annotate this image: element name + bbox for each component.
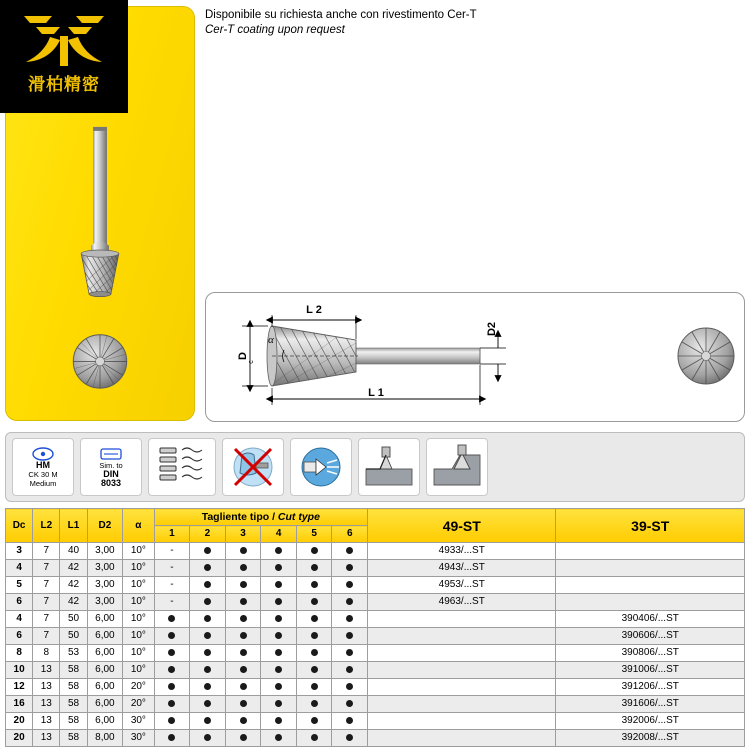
din-number-label: 8033 xyxy=(100,477,122,488)
cell-code-49st xyxy=(368,628,556,645)
cut-available-dot xyxy=(311,598,318,605)
cell-code-49st xyxy=(368,696,556,713)
cut-available-dot xyxy=(240,700,247,707)
din-label: DIN xyxy=(103,468,119,479)
cell-code-49st: 4943/...ST xyxy=(368,560,556,577)
table-row xyxy=(6,577,745,594)
cell-cut-5 xyxy=(296,594,332,611)
svg-text:D2: D2 xyxy=(486,321,498,337)
cell-cut-6 xyxy=(332,662,368,679)
cell-l1: 42 xyxy=(60,594,87,611)
technical-drawing-panel xyxy=(205,292,745,422)
cell-cut-2 xyxy=(190,594,226,611)
cut-available-dot xyxy=(275,700,282,707)
cell-cut-6 xyxy=(332,713,368,730)
header-alpha: α xyxy=(123,509,154,543)
svg-text:α: α xyxy=(268,334,274,346)
cut-available-dot xyxy=(168,700,175,707)
cell-alpha: 20° xyxy=(123,696,154,713)
cell-cut-4 xyxy=(261,611,297,628)
table-row xyxy=(6,713,745,730)
cut-available-dot xyxy=(311,632,318,639)
cell-d2: 8,00 xyxy=(87,730,123,747)
cell-l2: 13 xyxy=(33,730,60,747)
cell-dc: 6 xyxy=(6,628,33,645)
cut-available-dot xyxy=(240,717,247,724)
cell-l2: 7 xyxy=(33,611,60,628)
dimension-diagram xyxy=(206,293,744,421)
cell-d2: 6,00 xyxy=(87,645,123,662)
cut-available-dot xyxy=(311,581,318,588)
cut-unavailable-dash: - xyxy=(170,596,174,607)
cell-l2: 7 xyxy=(33,577,60,594)
cell-code-49st: 4933/...ST xyxy=(368,543,556,560)
cut-available-dot xyxy=(204,683,211,690)
cell-cut-3 xyxy=(225,628,261,645)
cell-d2: 3,00 xyxy=(87,594,123,611)
cell-code-39st: 391006/...ST xyxy=(556,662,745,679)
cell-l1: 53 xyxy=(60,645,87,662)
cell-cut-2 xyxy=(190,628,226,645)
cell-cut-5 xyxy=(296,713,332,730)
cell-alpha: 10° xyxy=(123,628,154,645)
cut-available-dot xyxy=(240,632,247,639)
cell-cut-4 xyxy=(261,662,297,679)
company-logo xyxy=(0,0,128,113)
no-coolant-symbol-icon xyxy=(226,443,280,491)
cell-cut-6 xyxy=(332,594,368,611)
cell-dc: 4 xyxy=(6,560,33,577)
cut-available-dot xyxy=(204,581,211,588)
cell-d2: 3,00 xyxy=(87,577,123,594)
cut-available-dot xyxy=(311,564,318,571)
cell-cut-5 xyxy=(296,628,332,645)
cut-available-dot xyxy=(168,615,175,622)
cut-available-dot xyxy=(275,598,282,605)
table-row xyxy=(6,696,745,713)
table-row xyxy=(6,594,745,611)
cut-available-dot xyxy=(275,615,282,622)
cell-l2: 13 xyxy=(33,713,60,730)
cell-l2: 7 xyxy=(33,594,60,611)
cut-available-dot xyxy=(311,717,318,724)
header-cut-5: 5 xyxy=(296,526,332,543)
cell-cut-5 xyxy=(296,679,332,696)
cut-unavailable-dash: - xyxy=(170,562,174,573)
hm-grade-label: CK 30 M xyxy=(28,469,58,479)
note-line-it: Disponibile su richiesta anche con rivestimento Cer-T xyxy=(205,9,477,21)
cut-available-dot xyxy=(311,615,318,622)
cell-dc: 4 xyxy=(6,611,33,628)
cell-code-39st: 392008/...ST xyxy=(556,730,745,747)
cut-available-dot xyxy=(346,581,353,588)
cell-cut-4 xyxy=(261,543,297,560)
cut-available-dot xyxy=(204,717,211,724)
groove-operation-icon xyxy=(362,443,416,491)
hm-grade-icon xyxy=(12,438,74,496)
cut-available-dot xyxy=(204,700,211,707)
cell-dc: 5 xyxy=(6,577,33,594)
cut-unavailable-dash: - xyxy=(170,545,174,556)
cell-cut-3 xyxy=(225,645,261,662)
cell-code-49st: 4963/...ST xyxy=(368,594,556,611)
cut-available-dot xyxy=(275,632,282,639)
cut-available-dot xyxy=(240,564,247,571)
contour-operation-icon xyxy=(430,443,484,491)
cell-alpha: 10° xyxy=(123,662,154,679)
svg-text:c: c xyxy=(248,360,255,364)
cell-cut-6 xyxy=(332,696,368,713)
cell-cut-1 xyxy=(154,645,190,662)
cut-available-dot xyxy=(346,683,353,690)
cut-available-dot xyxy=(204,649,211,656)
cut-available-dot xyxy=(240,683,247,690)
cell-cut-3 xyxy=(225,696,261,713)
cell-l1: 58 xyxy=(60,730,87,747)
cell-l1: 58 xyxy=(60,662,87,679)
cut-available-dot xyxy=(346,632,353,639)
cell-cut-4 xyxy=(261,645,297,662)
cut-available-dot xyxy=(240,649,247,656)
standard-symbol-icon xyxy=(100,447,122,461)
cell-alpha: 10° xyxy=(123,594,154,611)
groove-machining-icon xyxy=(358,438,420,496)
cut-available-dot xyxy=(346,700,353,707)
cell-cut-4 xyxy=(261,713,297,730)
cut-available-dot xyxy=(311,666,318,673)
carbide-symbol-icon xyxy=(32,447,54,461)
cut-unavailable-dash: - xyxy=(170,579,174,590)
cell-code-49st xyxy=(368,611,556,628)
cell-code-39st xyxy=(556,543,745,560)
cell-code-49st xyxy=(368,679,556,696)
availability-note xyxy=(205,8,745,38)
cell-cut-1 xyxy=(154,577,190,594)
cut-available-dot xyxy=(346,547,353,554)
cell-d2: 3,00 xyxy=(87,560,123,577)
header-l2: L2 xyxy=(33,509,60,543)
cell-cut-6 xyxy=(332,628,368,645)
cut-available-dot xyxy=(240,547,247,554)
cut-available-dot xyxy=(275,649,282,656)
cell-cut-2 xyxy=(190,662,226,679)
cell-cut-1 xyxy=(154,679,190,696)
cell-cut-6 xyxy=(332,679,368,696)
cell-d2: 6,00 xyxy=(87,696,123,713)
cut-available-dot xyxy=(204,564,211,571)
cell-cut-5 xyxy=(296,662,332,679)
cell-cut-1 xyxy=(154,696,190,713)
cut-available-dot xyxy=(311,547,318,554)
cell-l1: 58 xyxy=(60,696,87,713)
cut-available-dot xyxy=(240,734,247,741)
cell-cut-4 xyxy=(261,730,297,747)
cell-cut-3 xyxy=(225,577,261,594)
cut-available-dot xyxy=(346,666,353,673)
svg-text:D: D xyxy=(237,352,249,360)
table-row xyxy=(6,560,745,577)
cell-d2: 6,00 xyxy=(87,713,123,730)
cell-alpha: 30° xyxy=(123,730,154,747)
cell-cut-2 xyxy=(190,696,226,713)
table-row xyxy=(6,628,745,645)
cell-cut-5 xyxy=(296,696,332,713)
cut-available-dot xyxy=(168,666,175,673)
cut-available-dot xyxy=(168,717,175,724)
company-logo-text: 滑柏精密 xyxy=(28,75,100,95)
cell-cut-5 xyxy=(296,730,332,747)
cut-available-dot xyxy=(240,666,247,673)
cut-available-dot xyxy=(275,666,282,673)
cell-cut-6 xyxy=(332,560,368,577)
cell-dc: 10 xyxy=(6,662,33,679)
cell-cut-6 xyxy=(332,543,368,560)
cut-available-dot xyxy=(168,649,175,656)
cut-available-dot xyxy=(311,683,318,690)
cell-l1: 50 xyxy=(60,628,87,645)
cell-cut-3 xyxy=(225,730,261,747)
cut-available-dot xyxy=(346,649,353,656)
cell-cut-3 xyxy=(225,662,261,679)
table-body xyxy=(6,543,745,747)
cut-available-dot xyxy=(275,564,282,571)
header-dc: Dc xyxy=(6,509,33,543)
cell-l1: 58 xyxy=(60,713,87,730)
cell-cut-6 xyxy=(332,611,368,628)
cut-available-dot xyxy=(275,547,282,554)
cut-available-dot xyxy=(346,734,353,741)
cut-available-dot xyxy=(346,564,353,571)
cut-available-dot xyxy=(168,683,175,690)
cell-cut-4 xyxy=(261,594,297,611)
cell-dc: 20 xyxy=(6,730,33,747)
cut-available-dot xyxy=(346,717,353,724)
hm-medium-label: Medium xyxy=(29,478,57,488)
table-row xyxy=(6,662,745,679)
header-l1: L1 xyxy=(60,509,87,543)
cell-alpha: 30° xyxy=(123,713,154,730)
cell-alpha: 10° xyxy=(123,577,154,594)
cell-code-49st xyxy=(368,713,556,730)
cut-available-dot xyxy=(311,649,318,656)
cell-cut-2 xyxy=(190,543,226,560)
cell-l2: 7 xyxy=(33,560,60,577)
cell-cut-3 xyxy=(225,679,261,696)
din-simto-label: Sim. to xyxy=(99,460,123,470)
cell-code-39st: 390606/...ST xyxy=(556,628,745,645)
cell-l2: 7 xyxy=(33,628,60,645)
cell-cut-3 xyxy=(225,560,261,577)
header-series-39st: 39-ST xyxy=(556,509,745,543)
header-cut-type xyxy=(154,509,367,526)
cell-code-39st: 390806/...ST xyxy=(556,645,745,662)
cell-code-39st: 391206/...ST xyxy=(556,679,745,696)
cell-cut-1 xyxy=(154,713,190,730)
cell-code-39st xyxy=(556,560,745,577)
cell-cut-5 xyxy=(296,560,332,577)
cell-d2: 6,00 xyxy=(87,662,123,679)
cut-available-dot xyxy=(346,615,353,622)
cell-cut-4 xyxy=(261,577,297,594)
cell-d2: 6,00 xyxy=(87,679,123,696)
dimension-table xyxy=(5,508,745,747)
cut-available-dot xyxy=(275,581,282,588)
cell-cut-5 xyxy=(296,577,332,594)
cell-code-39st xyxy=(556,594,745,611)
cell-cut-2 xyxy=(190,679,226,696)
cell-cut-2 xyxy=(190,730,226,747)
cell-dc: 6 xyxy=(6,594,33,611)
cut-available-dot xyxy=(204,598,211,605)
cut-available-dot xyxy=(168,734,175,741)
cell-l1: 42 xyxy=(60,560,87,577)
cell-cut-1 xyxy=(154,730,190,747)
cut-available-dot xyxy=(240,598,247,605)
cell-d2: 3,00 xyxy=(87,543,123,560)
cell-alpha: 10° xyxy=(123,543,154,560)
header-series-49st: 49-ST xyxy=(368,509,556,543)
cell-l2: 13 xyxy=(33,696,60,713)
cell-cut-1 xyxy=(154,611,190,628)
header-cut-2: 2 xyxy=(190,526,226,543)
cell-cut-2 xyxy=(190,611,226,628)
header-cut-4: 4 xyxy=(261,526,297,543)
table-row xyxy=(6,611,745,628)
cell-cut-4 xyxy=(261,628,297,645)
cell-alpha: 10° xyxy=(123,611,154,628)
cell-cut-2 xyxy=(190,560,226,577)
cell-d2: 6,00 xyxy=(87,628,123,645)
cut-available-dot xyxy=(204,547,211,554)
cell-l2: 13 xyxy=(33,679,60,696)
cut-available-dot xyxy=(346,598,353,605)
hm-label: HM xyxy=(36,459,50,470)
air-blast-icon xyxy=(290,438,352,496)
cell-cut-5 xyxy=(296,543,332,560)
cell-cut-2 xyxy=(190,713,226,730)
cell-cut-6 xyxy=(332,730,368,747)
cell-l1: 50 xyxy=(60,611,87,628)
cell-cut-1 xyxy=(154,594,190,611)
cell-code-39st: 391606/...ST xyxy=(556,696,745,713)
cell-cut-1 xyxy=(154,628,190,645)
cell-dc: 16 xyxy=(6,696,33,713)
cell-cut-1 xyxy=(154,662,190,679)
cell-cut-4 xyxy=(261,679,297,696)
table-row xyxy=(6,543,745,560)
cell-code-39st: 390406/...ST xyxy=(556,611,745,628)
cut-available-dot xyxy=(204,666,211,673)
header-cut-type-en: Cut type xyxy=(277,511,320,523)
cell-cut-1 xyxy=(154,560,190,577)
cut-available-dot xyxy=(168,632,175,639)
cell-dc: 8 xyxy=(6,645,33,662)
svg-text:L 1: L 1 xyxy=(368,387,384,399)
cell-dc: 20 xyxy=(6,713,33,730)
cell-cut-4 xyxy=(261,560,297,577)
header-d2: D2 xyxy=(87,509,123,543)
chip-forms-icon xyxy=(156,444,208,490)
cell-cut-1 xyxy=(154,543,190,560)
cut-available-dot xyxy=(311,734,318,741)
cut-available-dot xyxy=(275,683,282,690)
air-blast-symbol-icon xyxy=(294,443,348,491)
cell-cut-6 xyxy=(332,577,368,594)
cell-cut-3 xyxy=(225,543,261,560)
cell-l2: 8 xyxy=(33,645,60,662)
cell-code-49st: 4953/...ST xyxy=(368,577,556,594)
note-line-en: Cer-T coating upon request xyxy=(205,24,345,36)
table-row xyxy=(6,730,745,747)
cell-cut-3 xyxy=(225,611,261,628)
cell-l1: 40 xyxy=(60,543,87,560)
no-coolant-icon xyxy=(222,438,284,496)
cut-available-dot xyxy=(240,615,247,622)
cell-cut-5 xyxy=(296,645,332,662)
cut-available-dot xyxy=(204,615,211,622)
cut-available-dot xyxy=(204,632,211,639)
cell-alpha: 10° xyxy=(123,560,154,577)
contour-machining-icon xyxy=(426,438,488,496)
din-standard-icon xyxy=(80,438,142,496)
cell-l1: 42 xyxy=(60,577,87,594)
cut-available-dot xyxy=(204,734,211,741)
cut-available-dot xyxy=(275,734,282,741)
cell-cut-2 xyxy=(190,645,226,662)
header-cut-1: 1 xyxy=(154,526,190,543)
table-row xyxy=(6,679,745,696)
cell-code-49st xyxy=(368,645,556,662)
cut-available-dot xyxy=(240,581,247,588)
svg-text:L 2: L 2 xyxy=(306,304,322,316)
cell-cut-3 xyxy=(225,713,261,730)
cell-alpha: 20° xyxy=(123,679,154,696)
cell-l1: 58 xyxy=(60,679,87,696)
company-logo-icon xyxy=(16,6,112,68)
cell-cut-5 xyxy=(296,611,332,628)
header-cut-3: 3 xyxy=(225,526,261,543)
cell-code-49st xyxy=(368,662,556,679)
table-row xyxy=(6,645,745,662)
cell-alpha: 10° xyxy=(123,645,154,662)
cell-cut-6 xyxy=(332,645,368,662)
cell-code-39st: 392006/...ST xyxy=(556,713,745,730)
cell-code-39st xyxy=(556,577,745,594)
table-header-row-1 xyxy=(6,509,745,526)
material-chips-icon xyxy=(148,438,216,496)
header-cut-type-it: Tagliente tipo / xyxy=(201,511,275,523)
cut-available-dot xyxy=(311,700,318,707)
cell-cut-4 xyxy=(261,696,297,713)
cell-cut-2 xyxy=(190,577,226,594)
cell-l2: 13 xyxy=(33,662,60,679)
cell-dc: 3 xyxy=(6,543,33,560)
cell-l2: 7 xyxy=(33,543,60,560)
cut-available-dot xyxy=(275,717,282,724)
cell-d2: 6,00 xyxy=(87,611,123,628)
cell-cut-3 xyxy=(225,594,261,611)
header-cut-6: 6 xyxy=(332,526,368,543)
cell-code-49st xyxy=(368,730,556,747)
property-icon-bar xyxy=(5,432,745,502)
cell-dc: 12 xyxy=(6,679,33,696)
